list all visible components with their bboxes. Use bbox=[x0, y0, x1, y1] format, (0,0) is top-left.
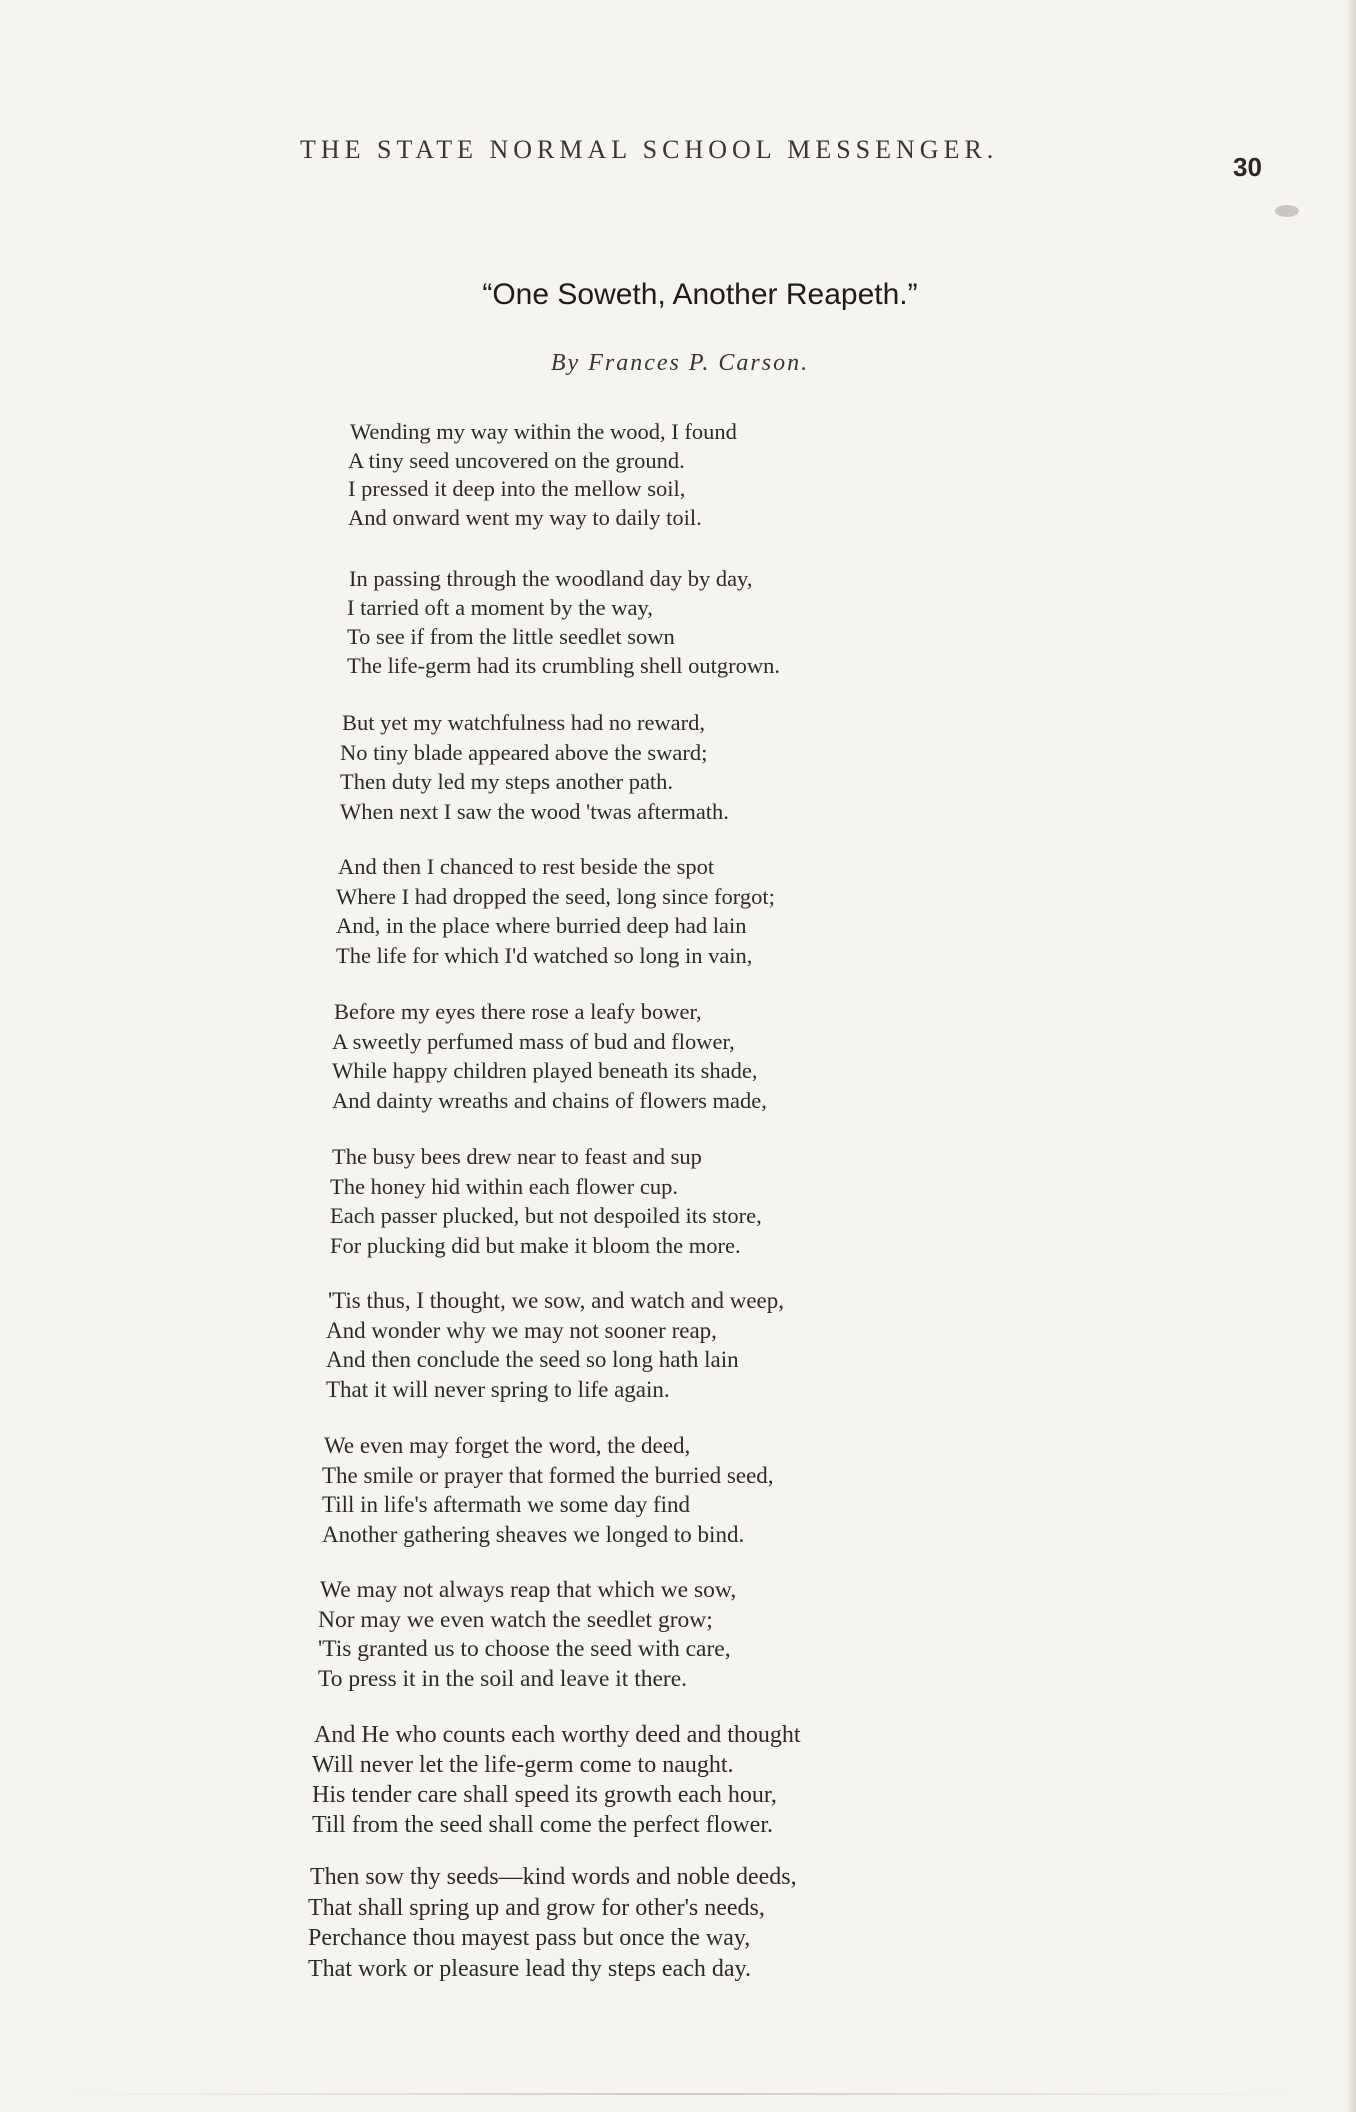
poem-line: Perchance thou mayest pass but once the way, bbox=[308, 1925, 751, 1951]
poem-line: That shall spring up and grow for other's needs, bbox=[308, 1894, 765, 1921]
page-number: 30 bbox=[1233, 152, 1262, 182]
poem-line: The busy bees drew near to feast and sup bbox=[332, 1144, 702, 1169]
poem-line: Then sow thy seeds—kind words and noble deeds, bbox=[310, 1864, 797, 1890]
poem-stanza bbox=[326, 1286, 784, 1404]
poem-line: I tarried oft a moment by the way, bbox=[347, 595, 653, 620]
poem-stanza bbox=[318, 1576, 736, 1694]
poem-line: Each passer plucked, but not despoiled its store, bbox=[330, 1203, 762, 1228]
poem-line: That it will never spring to life again. bbox=[326, 1376, 670, 1402]
poem-byline: By Frances P. Carson. bbox=[550, 350, 810, 376]
poem-line: I pressed it deep into the mellow soil, bbox=[348, 476, 686, 501]
poem-stanza bbox=[312, 1720, 801, 1840]
poem-line: The smile or prayer that formed the burried seed, bbox=[322, 1462, 774, 1488]
poem-line: The life-germ had its crumbling shell outgrown. bbox=[347, 653, 781, 678]
poem-line: Before my eyes there rose a leafy bower, bbox=[334, 999, 702, 1024]
poem-line: And then conclude the seed so long hath lain bbox=[326, 1347, 739, 1372]
poem-line: Till in life's aftermath we some day find bbox=[322, 1492, 691, 1517]
poem-line: A sweetly perfumed mass of bud and flower, bbox=[332, 1028, 735, 1054]
poem-line: The life for which I'd watched so long in vain, bbox=[336, 942, 753, 968]
poem-stanza bbox=[332, 997, 767, 1115]
poem-stanza bbox=[340, 708, 729, 826]
poem-line: That work or pleasure lead thy steps each day. bbox=[308, 1955, 751, 1982]
poem-line: Nor may we even watch the seedlet grow; bbox=[318, 1606, 713, 1633]
poem-line: And wonder why we may not sooner reap, bbox=[326, 1317, 717, 1343]
poem-line: Till from the seed shall come the perfect flower. bbox=[312, 1812, 773, 1838]
poem-stanza bbox=[347, 564, 780, 680]
poem-line: And then I chanced to rest beside the spot bbox=[338, 854, 715, 879]
poem-line: Wending my way within the wood, I found bbox=[350, 419, 737, 444]
poem-line: No tiny blade appeared above the sward; bbox=[340, 739, 708, 765]
page-edge-shadow bbox=[1346, 0, 1356, 2112]
poem-line: We even may forget the word, the deed, bbox=[324, 1433, 691, 1458]
poem-line: But yet my watchfulness had no reward, bbox=[342, 710, 706, 735]
poem-line: We may not always reap that which we sow, bbox=[320, 1577, 737, 1603]
poem-line: And dainty wreaths and chains of flowers made, bbox=[332, 1087, 767, 1113]
poem-line: And onward went my way to daily toil. bbox=[348, 504, 702, 530]
poem-line: When next I saw the wood 'twas aftermath. bbox=[340, 798, 729, 824]
poem-title: “One Soweth, Another Reapeth.” bbox=[482, 278, 918, 311]
poem-line: A tiny seed uncovered on the ground. bbox=[348, 447, 685, 473]
poem-line: And He who counts each worthy deed and thought bbox=[314, 1722, 801, 1748]
poem-stanza bbox=[308, 1862, 797, 1984]
ink-smudge bbox=[1275, 205, 1299, 217]
poem-line: 'Tis thus, I thought, we sow, and watch and weep, bbox=[328, 1288, 785, 1313]
poem-line: Where I had dropped the seed, long since forgot; bbox=[336, 883, 775, 909]
page-bottom-edge bbox=[60, 2093, 1300, 2095]
poem-line: 'Tis granted us to choose the seed with care, bbox=[318, 1636, 731, 1662]
poem-line: While happy children played beneath its shade, bbox=[332, 1058, 758, 1083]
poem-line: And, in the place where burried deep had lain bbox=[336, 913, 747, 938]
poem-stanza bbox=[322, 1431, 774, 1549]
poem-stanza bbox=[348, 418, 737, 532]
running-header: THE STATE NORMAL SCHOOL MESSENGER. bbox=[300, 135, 999, 164]
poem-line: Then duty led my steps another path. bbox=[340, 769, 674, 794]
poem-line: In passing through the woodland day by day, bbox=[349, 566, 753, 591]
poem-line: To press it in the soil and leave it there. bbox=[318, 1665, 688, 1692]
poem-stanza bbox=[336, 852, 775, 970]
poem-line: To see if from the little seedlet sown bbox=[347, 624, 675, 649]
poem-line: His tender care shall speed its growth each hour, bbox=[312, 1782, 777, 1808]
poem-line: For plucking did but make it bloom the more. bbox=[330, 1232, 741, 1258]
poem-line: Will never let the life-germ come to naught. bbox=[312, 1752, 734, 1778]
poem-line: Another gathering sheaves we longed to bind. bbox=[322, 1521, 745, 1547]
poem-stanza bbox=[330, 1142, 762, 1260]
poem-line: The honey hid within each flower cup. bbox=[330, 1173, 679, 1199]
